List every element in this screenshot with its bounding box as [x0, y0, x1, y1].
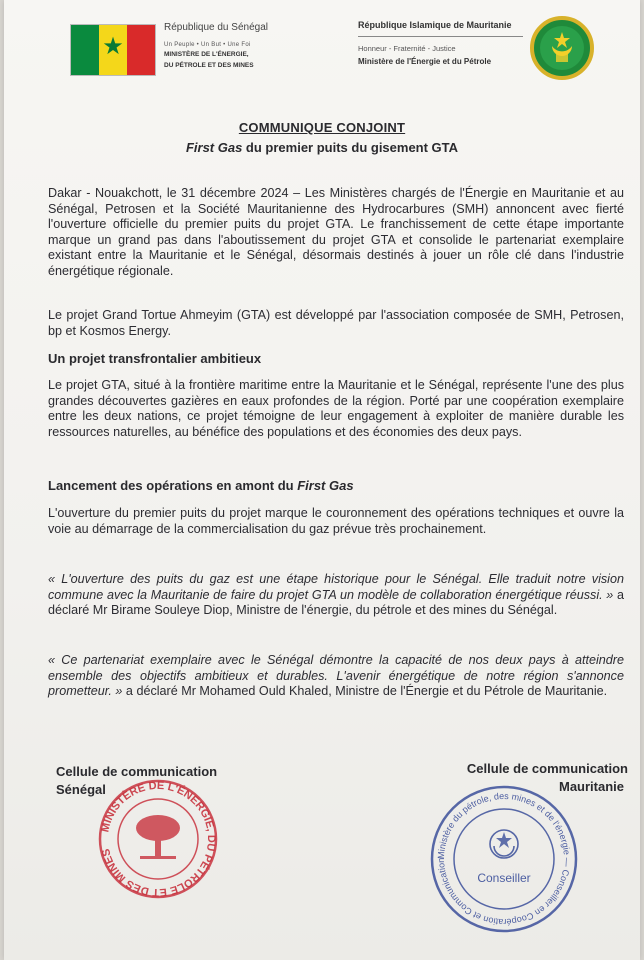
senegal-flag-icon: ★ — [70, 24, 156, 76]
section-heading-project: Un projet transfrontalier ambitieux — [48, 351, 262, 366]
paragraph-association: Le projet Grand Tortue Ahmeyim (GTA) est développé par l'association composée de SMH, Petrosen, bp et Kosmos Energy. — [48, 308, 624, 338]
signature-senegal: Cellule de communication Sénégal — [56, 764, 218, 797]
senegal-header — [70, 18, 300, 80]
paragraph-project: Le projet GTA, situé à la frontière maritime entre la Mauritanie et le Sénégal, représente l'une des plus grandes découvertes gazières en eaux profondes de la région. Porté par une coopération exemplaire entre les deux nations, ce projet témoigne de leur engagement à exploiter de manière durable les ressources naturelles, au bénéfice des populations et des économies des deux pays. — [48, 378, 624, 439]
quote-senegal-minister: « L'ouverture des puits du gaz est une étape historique pour le Sénégal. Elle traduit notre vision commune avec la Mauritanie de faire du projet GTA un modèle de collaboration énergétique réussi. » a déclaré Mr Birame Souleye Diop, Ministre de l'énergie, du pétrole et des mines du Sénégal. — [48, 572, 624, 618]
header-divider — [358, 36, 523, 37]
mauritania-republic: République Islamique de Mauritanie — [358, 20, 512, 30]
mauritania-motto: Honneur - Fraternité - Justice — [358, 44, 456, 53]
paragraph-launch: L'ouverture du premier puits du projet marque le couronnement des opérations techniques et ouvre la voie au démarrage de la commercialisation du gaz prévue très prochainement. — [48, 506, 624, 536]
subtitle-rest: du premier puits du gisement GTA — [242, 140, 459, 155]
senegal-ministry-line2: DU PÉTROLE ET DES MINES — [164, 62, 254, 69]
quote-mauritania-minister: « Ce partenariat exemplaire avec le Sénégal démontre la capacité de nos deux pays à atteindre ensemble des objectifs ambitieux et durables. L'avenir énergétique de notre région s'annonce prometteur. » a déclaré Mr Mohamed Ould Khaled, Ministre de l'Énergie et du Pétrole de Mauritanie. — [48, 653, 624, 699]
section-heading-launch: Lancement des opérations en amont du First Gas — [48, 478, 354, 493]
mauritania-emblem-icon — [530, 16, 594, 80]
senegal-ministry-stamp-icon — [90, 776, 226, 902]
signature-mauritania: Cellule de communication Mauritanie — [466, 761, 628, 794]
stamp-center-label: Conseiller — [477, 871, 531, 885]
senegal-ministry-line1: MINISTÈRE DE L'ÉNERGIE, — [164, 51, 249, 58]
paragraph-intro: Dakar - Nouakchott, le 31 décembre 2024 – Les Ministères chargés de l'Énergie en Mauritanie et au Sénégal, Petrosen et la Société Mauritanienne des Hydrocarbures (SMH) annoncent avec fierté l'ouverture officielle du premier puits du projet GTA. Le franchissement de cette étape importante marque un grand pas dans l'aboutissement du projet GTA et consolide le partenariat exemplaire existant entre la Mauritanie et le Sénégal, désormais destinés à jouer un rôle clé dans l'industrie énergétique régionale. — [48, 186, 624, 278]
document-title: COMMUNIQUE CONJOINT — [238, 120, 406, 135]
mauritania-ministry: Ministère de l'Énergie et du Pétrole — [358, 57, 492, 66]
document-subtitle — [4, 140, 640, 155]
senegal-motto: Un Peuple • Un But • Une Foi — [164, 42, 251, 48]
svg-text:MINISTÈRE DE L'ÉNERGIE, DU PÉT: MINISTÈRE DE L'ÉNERGIE, DU PÉTROLE ET DES MINES — [99, 779, 218, 899]
svg-text:Ministère du pétrole, des mine: Ministère du pétrole, des mines et de l'énergie — Conseiller en Coopération et Communication — [435, 790, 573, 928]
document-page — [4, 0, 640, 960]
subtitle-italic: First Gas — [185, 140, 243, 155]
senegal-republic: République du Sénégal — [164, 22, 268, 33]
mauritania-advisor-stamp-icon — [424, 784, 584, 934]
